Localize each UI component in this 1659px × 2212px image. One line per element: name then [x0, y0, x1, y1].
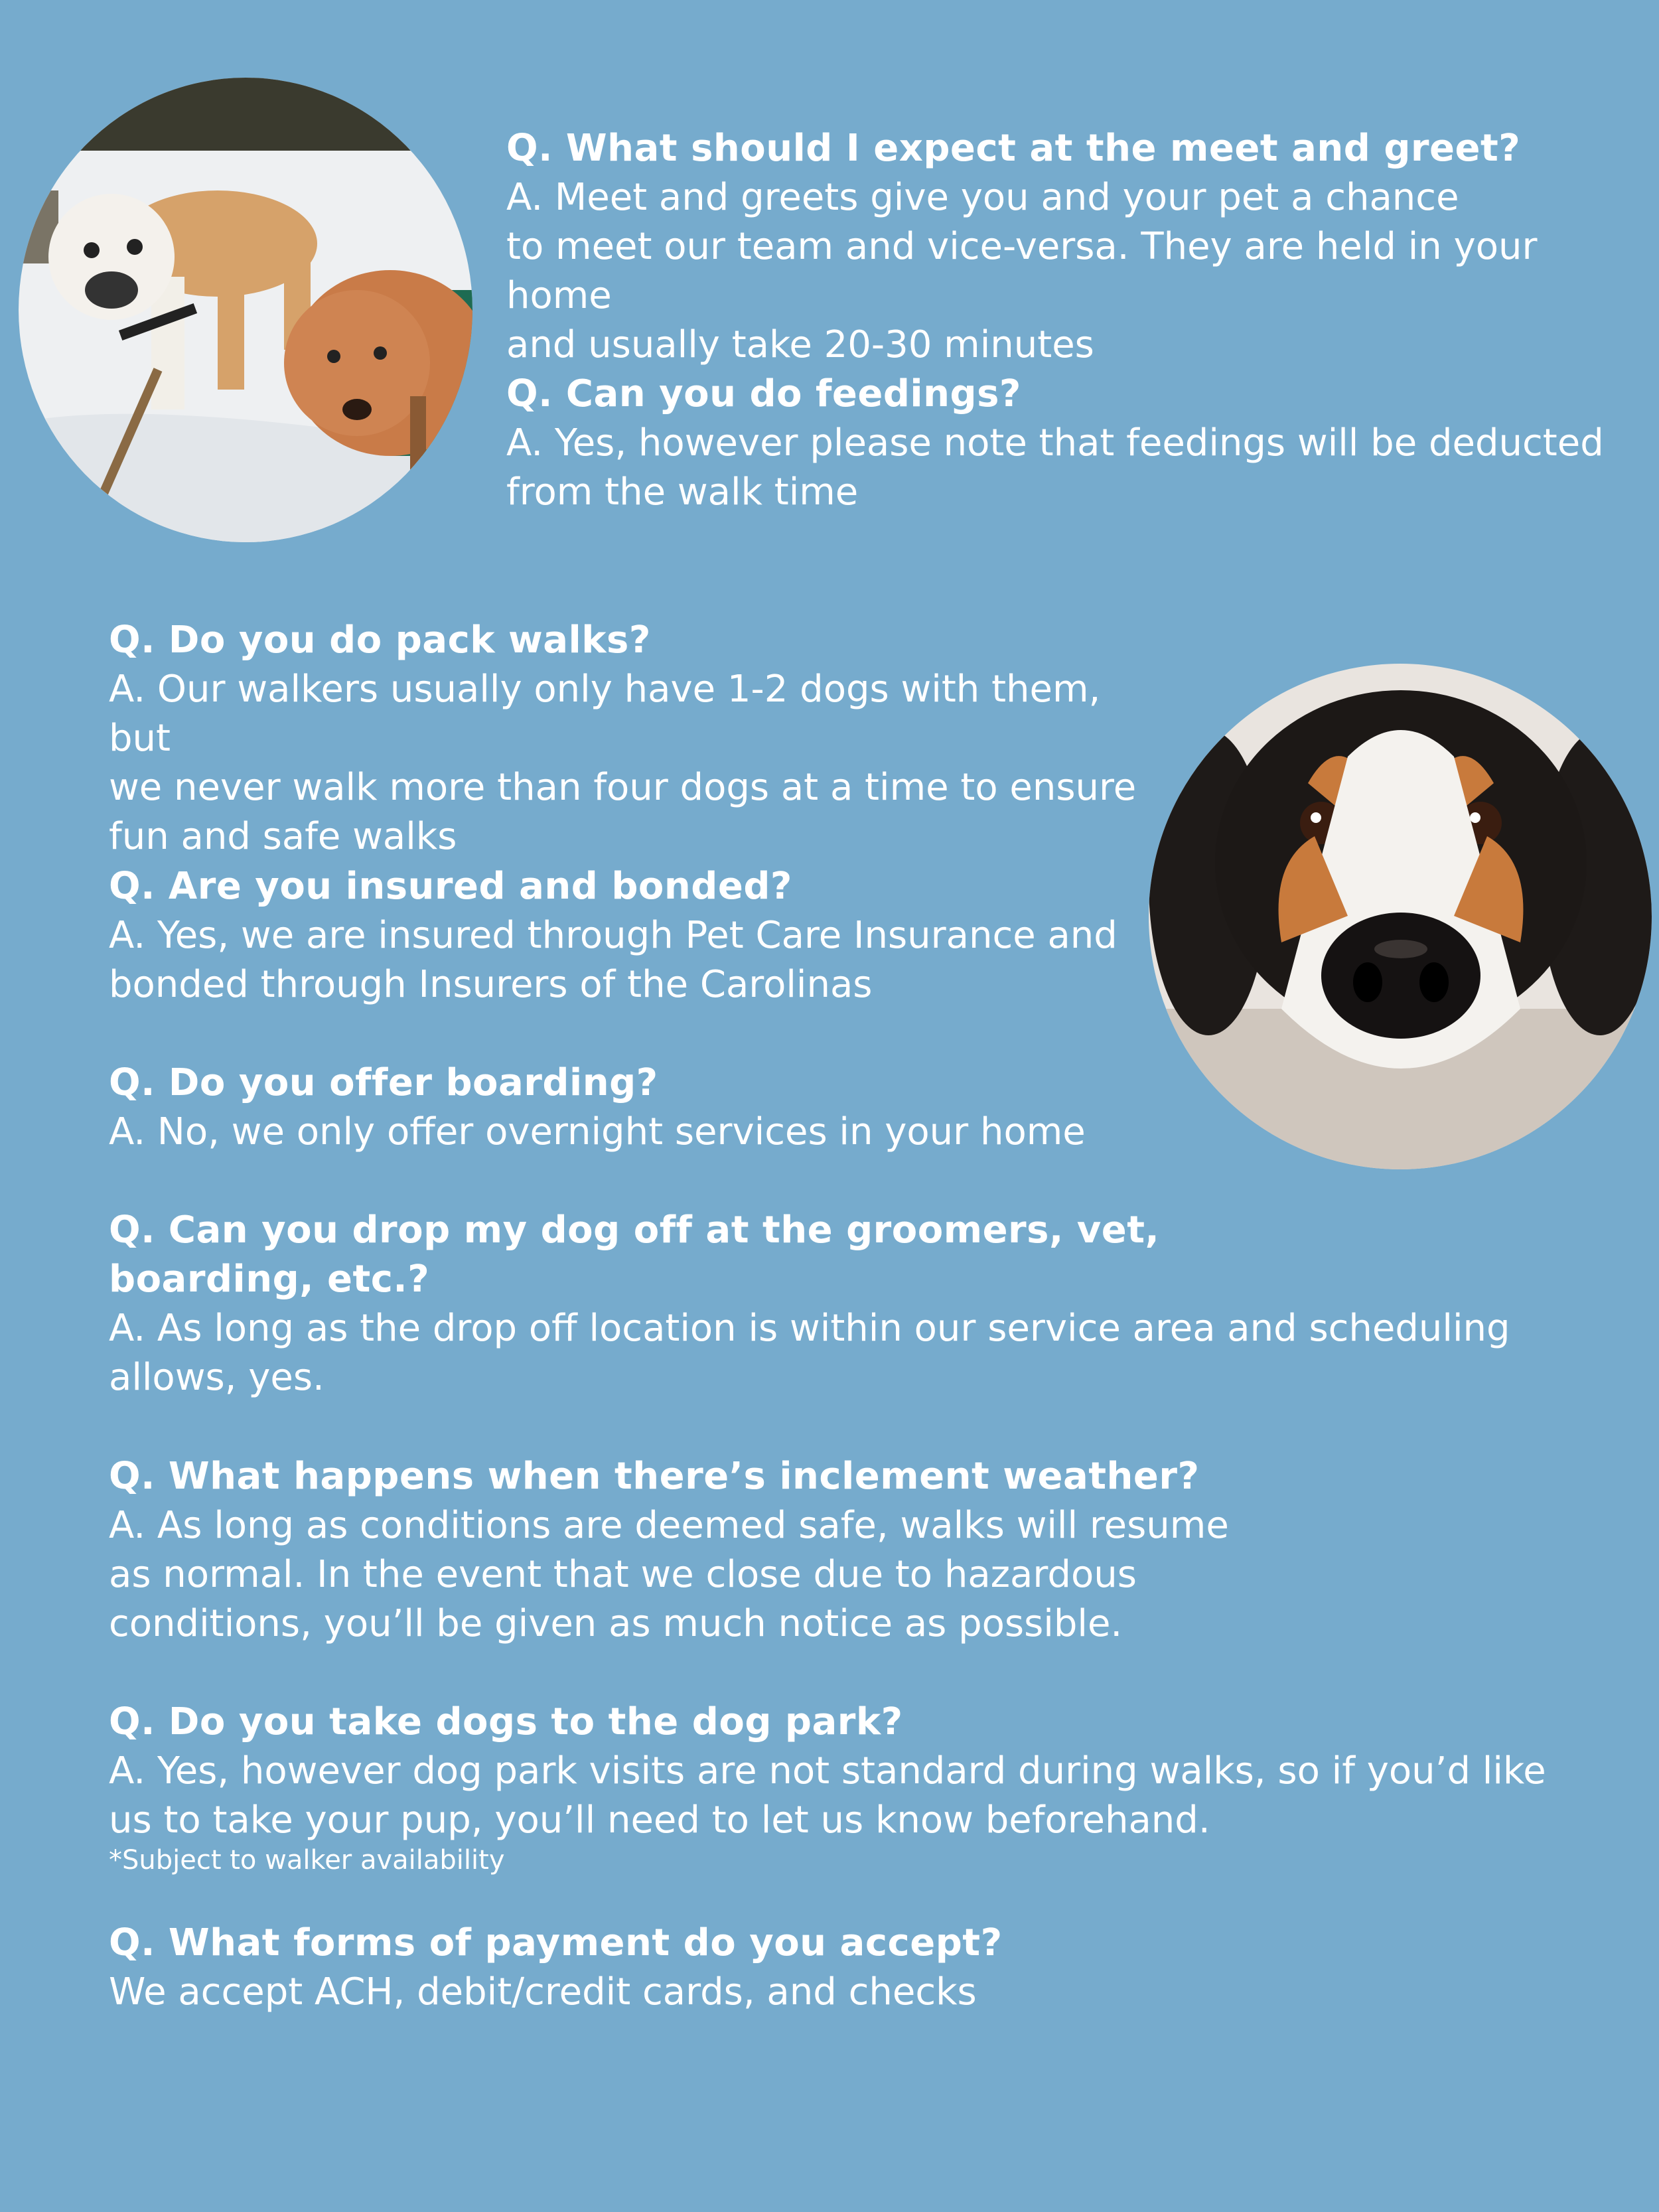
- faq-question: Q. Can you do feedings?: [506, 372, 1021, 415]
- faq-answer: A. Meet and greets give you and your pet a chance to meet our team and vice-versa. They are held in your home and usually take 20-30 minutes: [506, 176, 1538, 366]
- two-dogs-photo: [19, 78, 472, 542]
- beagle-photo: [1149, 664, 1652, 1169]
- faq-question: Q. What should I expect at the meet and greet?: [506, 127, 1521, 170]
- faq-item-insured-bonded: [109, 862, 1171, 1009]
- faq-footnote: *Subject to walker availability: [109, 1845, 505, 1876]
- faq-answer: A. Yes, however dog park visits are not standard during walks, so if you’d like us to take your pup, you’ll need to let us know beforehand.: [109, 1749, 1546, 1842]
- beagle-illustration: [1149, 664, 1652, 1169]
- faq-item-dog-park: [109, 1698, 1635, 1876]
- faq-question: Q. Do you offer boarding?: [109, 1061, 658, 1104]
- faq-answer: A. Our walkers usually only have 1-2 dogs with them, but we never walk more than four dogs at a time to ensure fun and safe walks: [109, 668, 1137, 858]
- faq-question: Q. Are you insured and bonded?: [109, 865, 792, 908]
- faq-answer: A. No, we only offer overnight services in your home: [109, 1110, 1086, 1153]
- faq-answer: A. As long as conditions are deemed safe, walks will resume as normal. In the event that we close due to hazardous conditions, you’ll be given as much notice as possible.: [109, 1504, 1229, 1645]
- faq-item-feedings: [506, 370, 1648, 517]
- faq-item-pack-walks: [109, 616, 1171, 861]
- faq-question: Q. Do you take dogs to the dog park?: [109, 1700, 903, 1743]
- faq-item-inclement-weather: [109, 1452, 1635, 1649]
- faq-question: Q. What happens when there’s inclement weather?: [109, 1455, 1200, 1498]
- faq-question: Q. What forms of payment do you accept?: [109, 1921, 1003, 1964]
- faq-answer: We accept ACH, debit/credit cards, and checks: [109, 1970, 977, 2014]
- faq-item-boarding: [109, 1059, 1171, 1157]
- faq-answer: A. Yes, however please note that feedings will be deducted from the walk time: [506, 421, 1604, 514]
- faq-item-payment: [109, 1919, 1635, 2017]
- faq-answer: A. As long as the drop off location is within our service area and scheduling allows, yes.: [109, 1307, 1510, 1399]
- two-dogs-illustration: [19, 78, 472, 542]
- faq-question: Q. Do you do pack walks?: [109, 619, 651, 662]
- faq-item-drop-off: [109, 1206, 1635, 1402]
- faq-question: Q. Can you drop my dog off at the groomers, vet, boarding, etc.?: [109, 1209, 1160, 1301]
- faq-answer: A. Yes, we are insured through Pet Care Insurance and bonded through Insurers of the Carolinas: [109, 914, 1118, 1006]
- faq-item-meet-and-greet: [506, 124, 1648, 370]
